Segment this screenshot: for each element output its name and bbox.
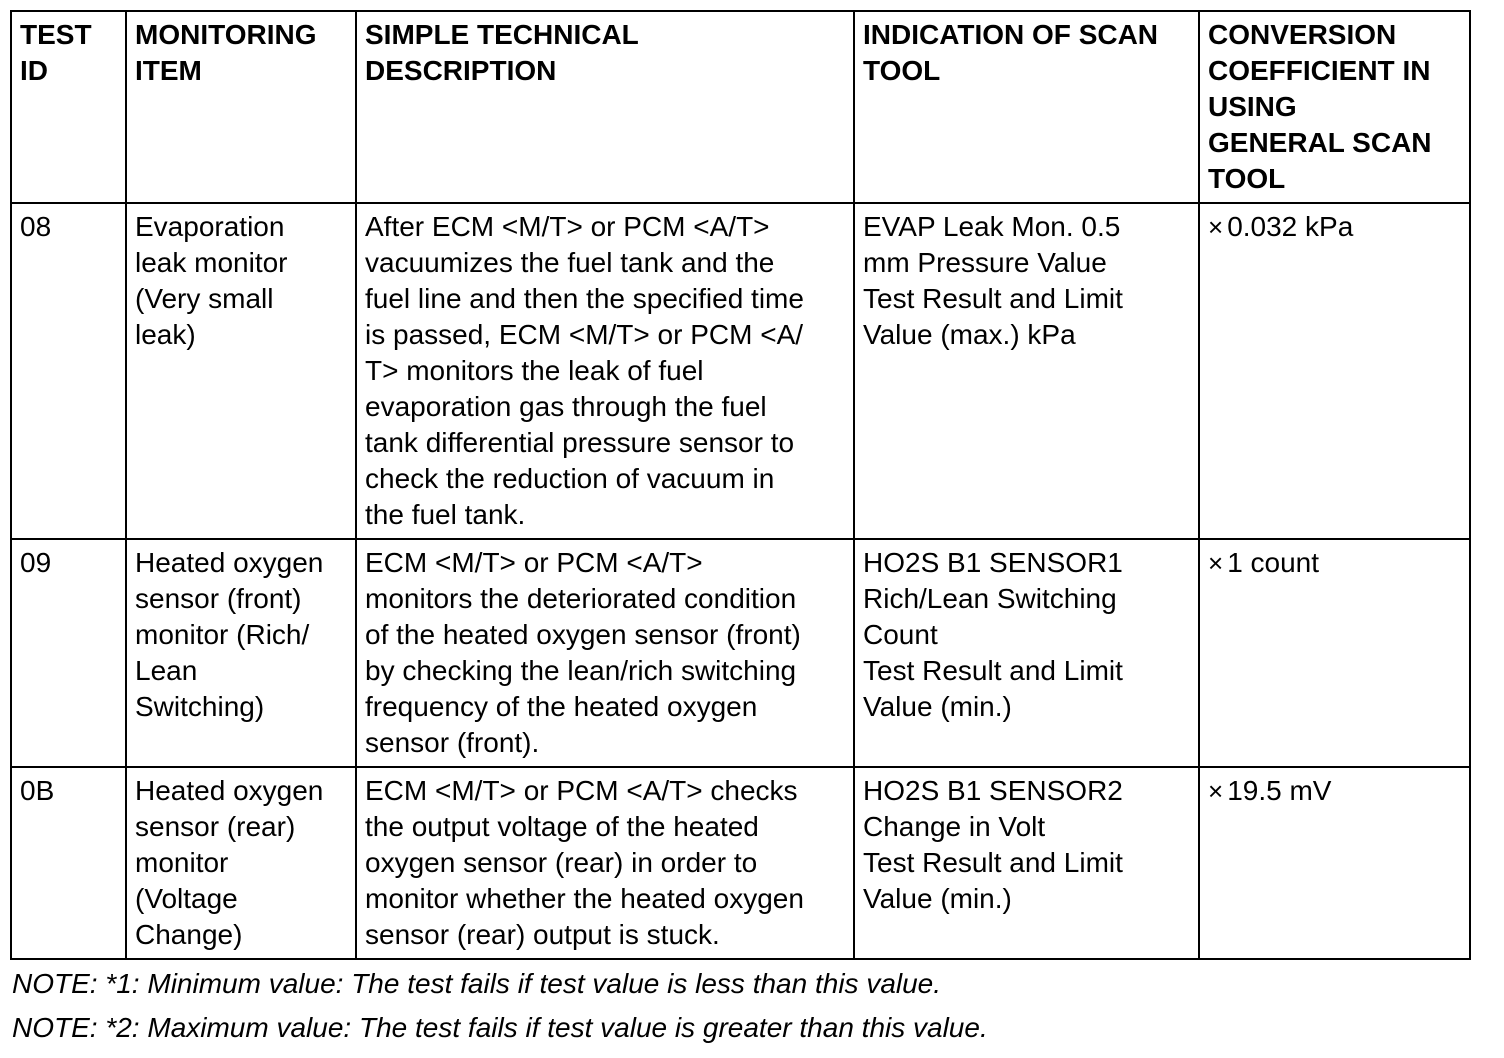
cell-conversion (1199, 767, 1470, 959)
cell-test-id: 09 (11, 539, 126, 767)
monitor-test-table (10, 10, 1471, 960)
multiply-symbol: × (1208, 776, 1224, 806)
cell-scan-tool: EVAP Leak Mon. 0.5 mm Pressure Value Test Result and Limit Value (max.) kPa (854, 203, 1199, 539)
cell-scan-tool: HO2S B1 SENSOR1 Rich/Lean Switching Count Test Result and Limit Value (min.) (854, 539, 1199, 767)
notes-section (12, 962, 1492, 1050)
cell-test-id: 0B (11, 767, 126, 959)
cell-description: ECM <M/T> or PCM <A/T> monitors the deteriorated condition of the heated oxygen sensor (front) by checking the lean/rich switching frequency of the heated oxygen sensor (front). (356, 539, 854, 767)
header-technical-description: SIMPLE TECHNICAL DESCRIPTION (356, 11, 854, 203)
conversion-value: 0.032 kPa (1227, 211, 1354, 242)
cell-scan-tool: HO2S B1 SENSOR2 Change in Volt Test Result and Limit Value (min.) (854, 767, 1199, 959)
multiply-symbol: × (1208, 548, 1224, 578)
header-monitoring-item: MONITORING ITEM (126, 11, 356, 203)
cell-conversion (1199, 203, 1470, 539)
header-scan-tool-indication: INDICATION OF SCAN TOOL (854, 11, 1199, 203)
table-row (11, 539, 1470, 767)
note-maximum-value: NOTE: *2: Maximum value: The test fails if test value is greater than this value. (12, 1012, 988, 1043)
multiply-symbol: × (1208, 212, 1224, 242)
cell-monitoring-item: Evaporation leak monitor (Very small leak) (126, 203, 356, 539)
header-conversion-coefficient: CONVERSION COEFFICIENT IN USING GENERAL SCAN TOOL (1199, 11, 1470, 203)
header-test-id: TEST ID (11, 11, 126, 203)
cell-description: After ECM <M/T> or PCM <A/T> vacuumizes the fuel tank and the fuel line and then the specified time is passed, ECM <M/T> or PCM <A/ T> monitors the leak of fuel evaporation gas through the fuel tank differential pressure sensor to check the reduction of vacuum in the fuel tank. (356, 203, 854, 539)
cell-description: ECM <M/T> or PCM <A/T> checks the output voltage of the heated oxygen sensor (rear) in order to monitor whether the heated oxygen sensor (rear) output is stuck. (356, 767, 854, 959)
conversion-value: 1 count (1227, 547, 1320, 578)
table-row (11, 767, 1470, 959)
cell-conversion (1199, 539, 1470, 767)
cell-monitoring-item: Heated oxygen sensor (rear) monitor (Voltage Change) (126, 767, 356, 959)
conversion-value: 19.5 mV (1227, 775, 1332, 806)
table-header-row (11, 11, 1470, 203)
cell-test-id: 08 (11, 203, 126, 539)
note-minimum-value: NOTE: *1: Minimum value: The test fails if test value is less than this value. (12, 968, 942, 999)
cell-monitoring-item: Heated oxygen sensor (front) monitor (Rich/ Lean Switching) (126, 539, 356, 767)
table-row (11, 203, 1470, 539)
